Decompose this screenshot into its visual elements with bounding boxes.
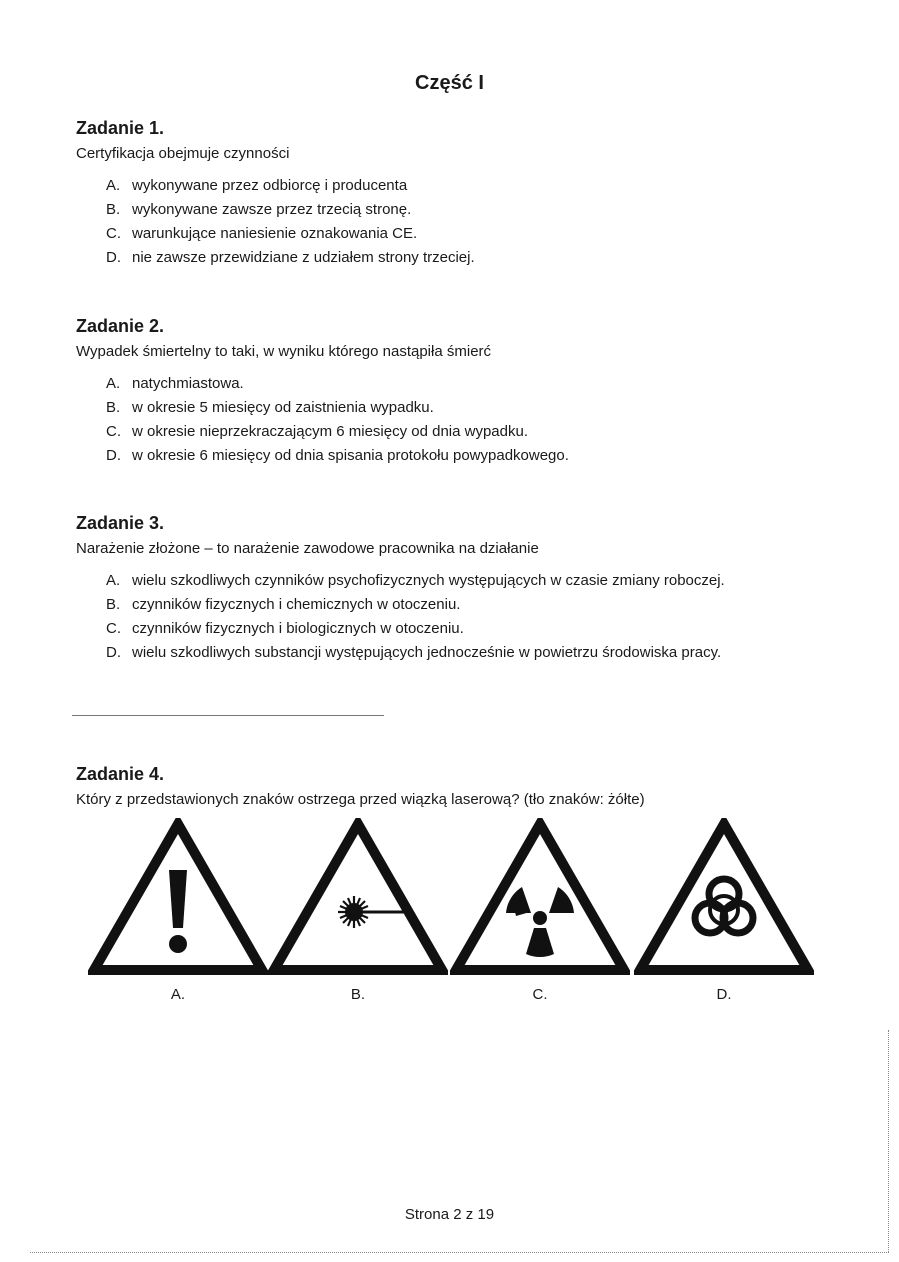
option-letter: B. [106,596,121,613]
option-letter: B. [106,201,121,218]
option-letter: C. [106,225,121,242]
option-letter: C. [106,423,121,440]
task-title: Zadanie 4. [76,764,165,784]
option-text: wykonywane zawsze przez trzecią stronę. [132,201,412,218]
answer-option-d [76,641,821,665]
scan-edge-bottom [30,1252,889,1253]
answer-option-a [76,372,821,396]
sign-label-a: A. [170,986,186,1003]
scan-edge-right [888,1030,889,1252]
answer-option-c [76,222,821,246]
answer-option-b [76,396,821,420]
task-question: Certyfikacja obejmuje czynności [76,145,290,162]
task-question: Wypadek śmiertelny to taki, w wyniku którego nastąpiła śmierć [76,343,492,360]
answer-options [76,372,821,468]
answer-options [76,569,821,665]
task-1 [76,118,821,270]
task-title: Zadanie 2. [76,316,165,336]
answer-option-d [76,444,821,468]
option-letter: D. [106,249,121,266]
task-question: Narażenie złożone – to narażenie zawodowe pracownika na działanie [76,540,539,557]
biohazard-warning-icon [634,818,814,978]
option-text: czynników fizycznych i biologicznych w otoczeniu. [132,620,464,637]
option-text: natychmiastowa. [132,375,244,392]
laser-warning-icon [268,818,448,978]
sign-label-c: C. [532,986,548,1003]
option-letter: A. [106,572,121,589]
answer-option-d [76,246,821,270]
page-number: Strona 2 z 19 [404,1206,495,1223]
exclamation-warning-icon [88,818,268,978]
task-2 [76,316,821,468]
task-question: Który z przedstawionych znaków ostrzega przed wiązką laserową? (tło znaków: żółte) [76,791,645,808]
option-text: wykonywane przez odbiorcę i producenta [132,177,408,194]
task-title: Zadanie 3. [76,513,165,533]
option-text: nie zawsze przewidziane z udziałem strony trzeciej. [132,249,475,266]
radiation-warning-icon [450,818,630,978]
task-4 [76,764,821,820]
option-letter: C. [106,620,121,637]
option-letter: A. [106,177,121,194]
page-title: Część I [415,72,484,94]
option-text: czynników fizycznych i chemicznych w otoczeniu. [132,596,461,613]
option-letter: D. [106,447,121,464]
answer-option-b [76,593,821,617]
task-title: Zadanie 1. [76,118,165,138]
answer-options [76,174,821,270]
option-letter: B. [106,399,121,416]
answer-option-c [76,617,821,641]
answer-option-c [76,420,821,444]
sign-label-d: D. [716,986,732,1003]
option-letter: D. [106,644,121,661]
option-letter: A. [106,375,121,392]
option-text: wielu szkodliwych czynników psychofizycznych występujących w czasie zmiany roboczej. [132,572,725,589]
divider-line [72,715,384,716]
answer-option-a [76,569,821,593]
option-text: wielu szkodliwych substancji występujących jednocześnie w powietrzu środowiska pracy. [132,644,722,661]
option-text: warunkujące naniesienie oznakowania CE. [132,225,418,242]
option-text: w okresie 5 miesięcy od zaistnienia wypadku. [132,399,434,416]
sign-label-b: B. [350,986,366,1003]
answer-option-a [76,174,821,198]
warning-signs [88,818,828,1018]
option-text: w okresie nieprzekraczającym 6 miesięcy od dnia wypadku. [132,423,529,440]
option-text: w okresie 6 miesięcy od dnia spisania protokołu powypadkowego. [132,447,569,464]
answer-option-b [76,198,821,222]
task-3 [76,513,821,665]
